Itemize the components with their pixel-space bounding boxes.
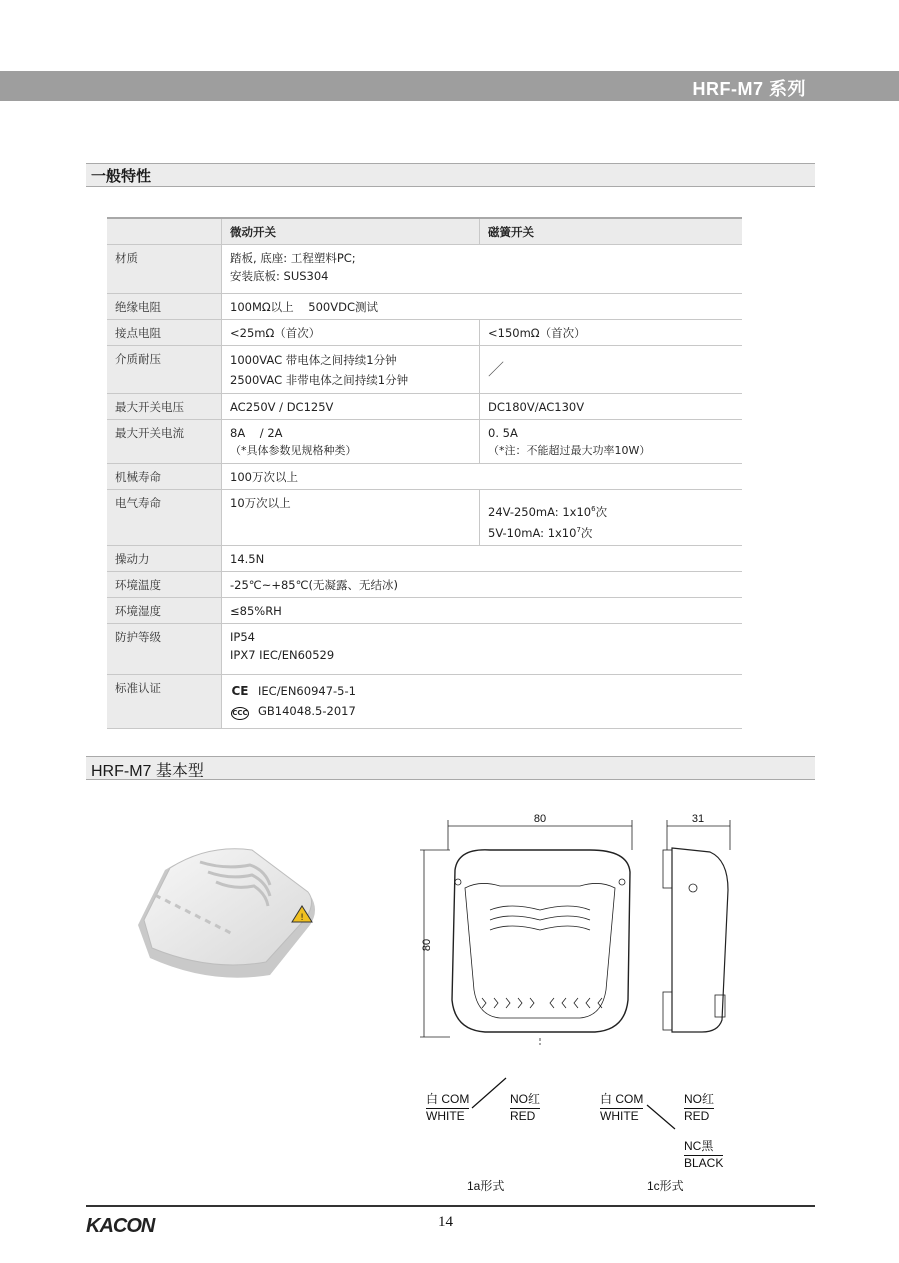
section-general-title: 一般特性 [91, 167, 152, 185]
row-humidity [107, 597, 742, 623]
row-protection [107, 623, 742, 674]
row-label: 环境湿度 [107, 597, 222, 623]
wiring-1a-switch [470, 1074, 510, 1110]
header-bar [0, 71, 899, 101]
protection-line2: IPX7 IEC/EN60529 [230, 647, 335, 662]
row-certification [107, 674, 742, 728]
row-force [107, 545, 742, 571]
max-current-micro-line1: 8A / 2A [230, 426, 283, 440]
dielectric-micro [222, 346, 480, 394]
row-label: 电气寿命 [107, 490, 222, 546]
max-current-reed-line2: （*注：不能超过最大功率10W） [488, 444, 651, 457]
row-label: 介质耐压 [107, 346, 222, 394]
dielectric-line1: 1000VAC 带电体之间持续1分钟 [230, 353, 397, 367]
wiring-1a-com-cn: 白 COM [426, 1090, 469, 1109]
insulation-value: 100MΩ以上 500VDC测试 [222, 294, 743, 320]
wiring-1a-caption: 1a形式 [467, 1179, 505, 1193]
wiring-1c-caption: 1c形式 [647, 1179, 684, 1193]
cert-ccc-row [230, 701, 734, 721]
dielectric-reed: ／ [480, 346, 743, 394]
row-label: 操动力 [107, 545, 222, 571]
cert-ce-text: IEC/EN60947-5-1 [258, 683, 356, 698]
table-header-row [107, 218, 742, 245]
row-label: 接点电阻 [107, 320, 222, 346]
dim-height: 80 [421, 938, 433, 952]
wiring-1c-no [684, 1090, 714, 1123]
wiring-1c-nc-en: BLACK [684, 1156, 724, 1170]
max-voltage-reed: DC180V/AC130V [480, 394, 743, 420]
max-current-micro-line2: （*具体参数见规格种类） [230, 444, 357, 457]
page-number: 14 [438, 1214, 453, 1230]
max-current-reed-line1: 0. 5A [488, 426, 518, 440]
material-line2: 安装底板: SUS304 [230, 269, 329, 283]
row-mech-life [107, 464, 742, 490]
mech-life-value: 100万次以上 [222, 464, 743, 490]
header-empty-cell [107, 218, 222, 245]
force-value: 14.5N [222, 545, 743, 571]
dielectric-line2: 2500VAC 非带电体之间持续1分钟 [230, 373, 409, 387]
row-elec-life [107, 490, 742, 546]
wiring-1a-no-en: RED [510, 1109, 536, 1123]
cert-ce-row [230, 681, 734, 701]
header-micro: 微动开关 [222, 218, 480, 245]
elec-life-reed-line2-unit: 次 [580, 525, 593, 540]
protection-line1: IP54 [230, 629, 255, 644]
dim-width: 80 [533, 813, 547, 825]
elec-life-micro: 10万次以上 [222, 490, 480, 546]
wiring-1a-com [426, 1090, 469, 1123]
dim-depth: 31 [691, 813, 705, 825]
section-basic-title: HRF-M7 基本型 [91, 763, 204, 780]
wiring-1c-com-cn: 白 COM [600, 1090, 643, 1109]
series-title: HRF-M7 系列 [692, 79, 806, 99]
product-photo [130, 840, 330, 990]
row-label: 防护等级 [107, 623, 222, 674]
material-value [222, 245, 743, 294]
svg-text:!: ! [300, 913, 304, 923]
row-label: 材质 [107, 245, 222, 294]
spec-table [107, 217, 742, 729]
max-current-reed [480, 420, 743, 464]
row-label: 最大开关电流 [107, 420, 222, 464]
material-line1: 踏板, 底座: 工程塑料PC; [230, 251, 356, 265]
contact-reed: <150mΩ（首次） [480, 320, 743, 346]
elec-life-reed [480, 490, 743, 546]
elec-life-reed-line2-exp: 7 [576, 525, 581, 534]
wiring-1c-com-en: WHITE [600, 1109, 639, 1123]
kacon-logo: KACON [86, 1215, 155, 1237]
max-current-micro [222, 420, 480, 464]
wiring-1c-nc [684, 1137, 723, 1170]
wiring-1c-com [600, 1090, 643, 1123]
wiring-1c-no-cn: NO红 [684, 1090, 714, 1109]
elec-life-reed-line1-unit: 次 [595, 504, 608, 519]
row-max-current [107, 420, 742, 464]
row-insulation [107, 294, 742, 320]
row-max-voltage [107, 394, 742, 420]
ce-mark-icon: CE [231, 683, 249, 698]
wiring-1a-com-en: WHITE [426, 1109, 465, 1123]
protection-value [222, 623, 743, 674]
row-temp [107, 571, 742, 597]
row-label: 绝缘电阻 [107, 294, 222, 320]
wiring-1c-switch [645, 1103, 685, 1133]
certification-value [222, 674, 743, 728]
row-material [107, 245, 742, 294]
elec-life-reed-line2-text: 5V-10mA: 1x10 [488, 525, 577, 540]
header-reed: 磁簧开关 [480, 218, 743, 245]
elec-life-reed-line2 [488, 521, 734, 542]
humidity-value: ≤85%RH [222, 597, 743, 623]
section-basic-heading [86, 756, 815, 780]
elec-life-reed-line1-exp: 6 [591, 505, 596, 513]
temp-value: -25℃~+85℃(无凝露、无结冰) [222, 571, 743, 597]
wiring-1c-nc-cn: NC黑 [684, 1137, 723, 1156]
elec-life-reed-line1 [488, 500, 734, 521]
row-label: 机械寿命 [107, 464, 222, 490]
wiring-1a-no-cn: NO红 [510, 1090, 540, 1109]
contact-micro: <25mΩ（首次） [222, 320, 480, 346]
wiring-1c-no-en: RED [684, 1109, 710, 1123]
ccc-mark-icon: CCC [231, 707, 249, 720]
elec-life-reed-line1-text: 24V-250mA: 1x10 [488, 504, 592, 519]
dimension-drawing [410, 810, 750, 1045]
max-voltage-micro: AC250V / DC125V [222, 394, 480, 420]
row-label: 最大开关电压 [107, 394, 222, 420]
cert-ccc-text: GB14048.5-2017 [258, 703, 356, 718]
section-general-heading [86, 163, 815, 187]
row-contact [107, 320, 742, 346]
row-label: 标准认证 [107, 674, 222, 728]
row-label: 环境温度 [107, 571, 222, 597]
wiring-1a-no [510, 1090, 540, 1123]
row-dielectric [107, 346, 742, 394]
footer-rule [86, 1205, 815, 1207]
